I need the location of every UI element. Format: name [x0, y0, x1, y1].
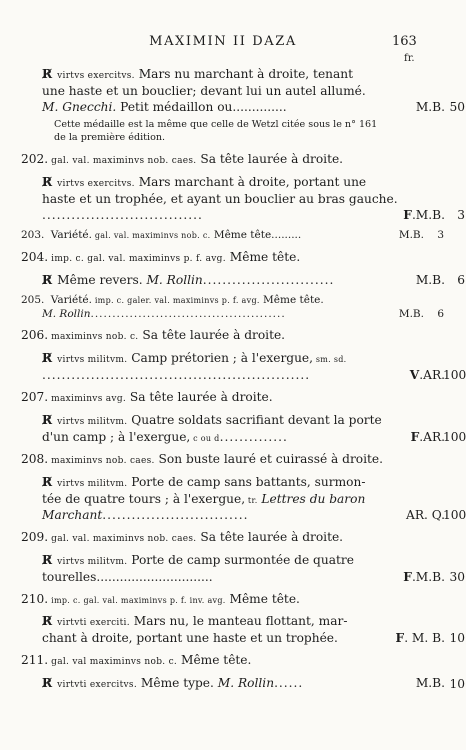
- page-number: 163: [392, 34, 417, 49]
- catalog-entry: [21, 389, 424, 406]
- grade: M.B.: [415, 675, 445, 690]
- entry-number: 209.: [21, 530, 49, 545]
- reverse-symbol: R̸: [42, 272, 53, 287]
- price: 50: [449, 99, 465, 114]
- entry-number: 202.: [21, 151, 49, 166]
- obverse-legend: maximinvs nob. c.: [51, 332, 139, 343]
- price: 10: [449, 676, 465, 691]
- catalog-entry: [21, 451, 424, 468]
- collection-name: M. Rollin: [213, 675, 275, 690]
- note-line: Cette médaille est la même que celle de Wetzl citée sous le n° 161: [54, 119, 378, 131]
- reverse-legend: virtvs exercitvs.: [57, 71, 135, 81]
- grade: M.B.: [398, 307, 424, 320]
- entry-number: 204.: [21, 249, 49, 264]
- obverse-desc: Même tête.........: [210, 228, 302, 241]
- reverse-desc: Mars marchant à droite, portant une: [134, 174, 367, 189]
- leader-dots: ..............................: [102, 507, 249, 522]
- reverse-entry: [21, 174, 465, 223]
- reverse-entry: [21, 350, 466, 383]
- reverse-desc-cont: Petit médaillon ou..............: [116, 99, 287, 114]
- reverse-symbol: R̸: [42, 613, 53, 628]
- reverse-symbol: R̸: [42, 474, 53, 489]
- collection-name: M. Rollin: [142, 272, 203, 287]
- obverse-legend: imp. c. gal. val. maximinvs p. f. inv. avg.: [51, 595, 226, 605]
- grade: M.B.: [398, 228, 424, 241]
- entry-number: 211.: [21, 652, 49, 667]
- obverse-legend: gal. val. maximinvs nob. caes.: [51, 155, 197, 166]
- reverse-desc-cont: haste et un trophée, et ayant un bouclier au bras gauche.: [42, 191, 398, 206]
- catalog-entry: [21, 327, 424, 344]
- obverse-desc: Même tête.: [259, 293, 324, 306]
- obverse-desc: Sa tête laurée à droite.: [196, 530, 344, 545]
- reverse-desc: Même type.: [137, 675, 214, 690]
- obverse-desc: Son buste lauré et cuirassé à droite.: [154, 452, 384, 467]
- obverse-legend: imp. c. galer. val. maximinvs p. f. avg.: [91, 295, 260, 305]
- obverse-legend: maximinvs nob. caes.: [51, 456, 155, 467]
- grade: . M. B.: [404, 630, 445, 645]
- exergue-mark: tr.: [245, 495, 258, 505]
- catalog-entry: [21, 228, 444, 243]
- leader-dots: ..............: [219, 429, 288, 444]
- grade-prefix: V: [409, 368, 420, 383]
- price: 3: [437, 228, 444, 241]
- variety-label: Variété.: [47, 228, 92, 241]
- reverse-entry: [21, 613, 465, 646]
- price: 100: [443, 507, 466, 522]
- reverse-desc-cont: chant à droite, portant une haste et un trophée.: [42, 630, 338, 645]
- obverse-desc: Sa tête laurée à droite.: [126, 390, 273, 405]
- reverse-entry: [21, 272, 465, 288]
- leader-dots: ...........................: [202, 272, 335, 287]
- reverse-desc-cont: tée de quatre tours ; à l'exergue,: [42, 491, 246, 506]
- reverse-desc-cont: une haste et un bouclier; devant lui un autel allumé.: [42, 83, 366, 98]
- grade: .M.B.: [411, 569, 445, 584]
- reverse-symbol: R̸: [42, 413, 53, 428]
- leader-dots: ......: [274, 675, 304, 690]
- reverse-desc-cont: d'un camp ; à l'exergue,: [42, 429, 191, 444]
- grade: .AR.: [419, 368, 445, 383]
- entry-number: 206.: [21, 328, 49, 343]
- obverse-legend: maximinvs avg.: [51, 394, 127, 405]
- reverse-legend: virtvs militvm.: [57, 556, 128, 567]
- grade: M.B.: [415, 272, 445, 287]
- entry-number: 207.: [21, 390, 49, 405]
- collection-name: M. Rollin: [42, 307, 91, 320]
- obverse-desc: Même tête.: [225, 249, 301, 264]
- reverse-entry: [21, 474, 466, 523]
- obverse-legend: gal. val maximinvs nob. c.: [51, 656, 178, 667]
- reverse-symbol: R̸: [42, 351, 53, 366]
- reverse-legend: virtvs militvm.: [57, 478, 128, 489]
- collection-name: M. Gnecchi.: [42, 99, 117, 114]
- entry-number: 205.: [21, 293, 45, 306]
- reference-cont: Marchant: [42, 507, 103, 522]
- reverse-desc: Quatre soldats sacrifiant devant la porte: [127, 413, 382, 428]
- grade: .M.B.: [411, 207, 445, 222]
- catalog-entry: [21, 591, 424, 607]
- reverse-legend: virtvs exercitvs.: [57, 178, 135, 189]
- obverse-desc: Même tête.: [225, 591, 300, 606]
- reverse-entry: [21, 552, 465, 585]
- reverse-desc-cont: tourelles..............................: [42, 569, 213, 584]
- obverse-legend: imp. c. gal. val. maximinvs p. f. avg.: [51, 253, 226, 264]
- reference: Lettres du baron: [257, 491, 366, 506]
- obverse-desc: Sa tête laurée à droite.: [138, 328, 286, 343]
- reverse-desc: Même revers.: [57, 272, 143, 287]
- leader-dots: .......................................................: [42, 368, 311, 383]
- price: 30: [449, 569, 465, 584]
- leader-dots: .................................: [42, 207, 203, 222]
- catalog-entries: [21, 66, 466, 698]
- entry-number: 203.: [21, 228, 45, 241]
- exergue-mark: c ou d: [190, 433, 220, 443]
- grade: .AR.: [419, 429, 445, 444]
- price: 6: [437, 307, 444, 320]
- catalog-entry: [21, 151, 424, 168]
- reverse-desc: Porte de camp sans battants, surmon-: [127, 474, 366, 489]
- reverse-entry: [21, 412, 466, 445]
- grade-prefix: F: [403, 207, 412, 222]
- reverse-symbol: R̸: [42, 675, 53, 690]
- note-line: de la première édition.: [54, 132, 166, 144]
- obverse-legend: gal. val. maximinvs nob. c.: [91, 230, 211, 240]
- obverse-desc: Même tête.: [177, 652, 252, 667]
- grade-prefix: F: [403, 569, 412, 584]
- currency-label: fr.: [404, 53, 415, 64]
- leader-dots: .............................................: [90, 307, 286, 320]
- reverse-legend: virtvs militvm.: [57, 417, 128, 428]
- price: 3: [457, 207, 465, 222]
- grade-prefix: F: [395, 630, 405, 645]
- catalog-entry: [21, 529, 424, 546]
- reverse-legend: virtvti exerciti.: [57, 617, 130, 628]
- reverse-entry: [21, 675, 465, 692]
- reverse-legend: virtvti exercitvs.: [57, 679, 137, 690]
- running-title: MAXIMIN II DAZA: [149, 34, 297, 49]
- reverse-desc: Camp prétorien ; à l'exergue,: [127, 351, 314, 366]
- price: 6: [457, 272, 465, 287]
- catalog-entry: [21, 249, 424, 266]
- entry-number: 208.: [21, 452, 49, 467]
- variety-label: Variété.: [47, 293, 92, 306]
- reverse-entry: [21, 66, 465, 115]
- reverse-legend: virtvs militvm.: [57, 355, 128, 366]
- reverse-symbol: R̸: [42, 552, 53, 567]
- catalog-entry: [21, 293, 444, 322]
- price: 100: [443, 429, 466, 444]
- grade-prefix: F: [410, 429, 420, 444]
- price: 100: [443, 368, 466, 383]
- reverse-desc: Mars nu marchant à droite, tenant: [134, 67, 354, 81]
- obverse-desc: Sa tête laurée à droite.: [196, 151, 344, 166]
- grade: AR. Q.: [406, 507, 445, 522]
- obverse-legend: gal. val. maximinvs nob. caes.: [51, 534, 197, 545]
- reverse-desc: Mars nu, le manteau flottant, mar-: [129, 613, 348, 628]
- catalog-entry: [21, 652, 424, 669]
- reverse-symbol: R̸: [42, 174, 53, 189]
- price: 10: [449, 630, 465, 645]
- exergue-mark: sm. sd.: [313, 355, 347, 365]
- grade: M.B.: [415, 99, 445, 114]
- reverse-symbol: R̸: [42, 67, 53, 81]
- note: [21, 118, 457, 145]
- reverse-desc: Porte de camp surmontée de quatre: [127, 552, 354, 567]
- entry-number: 210.: [21, 591, 49, 606]
